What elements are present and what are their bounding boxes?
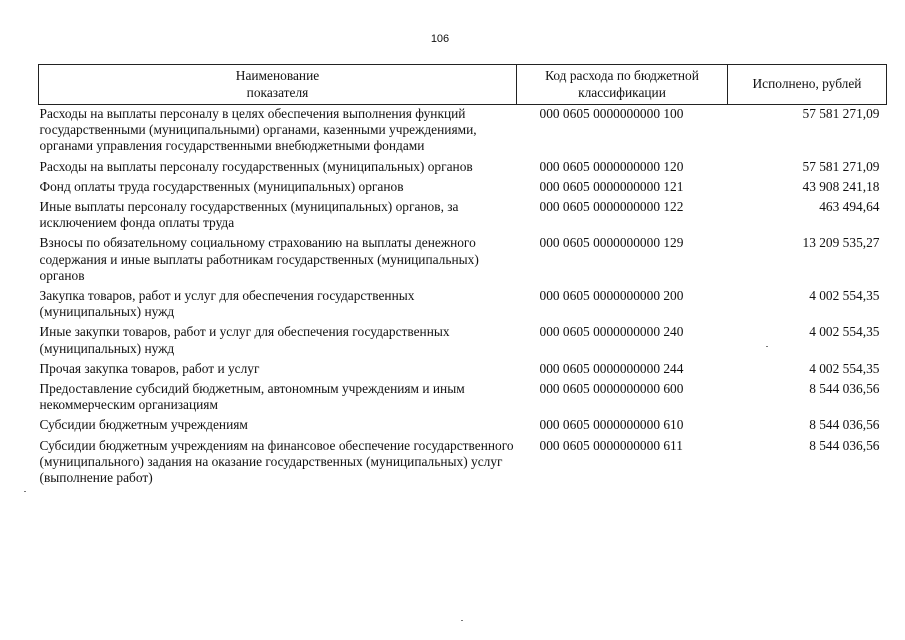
row-sum: 13 209 535,27	[802, 235, 880, 251]
row-name: Закупка товаров, работ и услуг для обеспечения государственных (муниципальных) нужд	[39, 288, 415, 320]
row-code: 000 0605 0000000000 120	[539, 158, 684, 174]
table-row	[39, 105, 887, 159]
row-name: Расходы на выплаты персоналу в целях обеспечения выполнения функций государственными (муниципальными) органами, казенными учреждениями, органами управления государственными внебюджетными фондами	[39, 106, 477, 154]
table-row	[39, 199, 887, 235]
row-code: 000 0605 0000000000 600	[539, 381, 684, 397]
scan-speck	[766, 346, 768, 347]
column-header-name	[39, 65, 517, 105]
row-sum: 57 581 271,09	[802, 158, 880, 174]
row-code: 000 0605 0000000000 611	[539, 437, 683, 453]
row-code: 000 0605 0000000000 200	[539, 288, 684, 304]
scan-speck	[24, 491, 26, 492]
column-header-name-text: Наименование показателя	[235, 68, 320, 100]
row-sum: 43 908 241,18	[802, 178, 880, 194]
table-row	[39, 324, 887, 360]
row-sum: 57 581 271,09	[802, 106, 880, 121]
row-sum: 8 544 036,56	[809, 417, 880, 433]
row-name: Расходы на выплаты персоналу государственных (муниципальных) органов	[39, 158, 473, 174]
row-name: Иные выплаты персоналу государственных (муниципальных) органов, за исключением фонда оплаты труда	[39, 199, 459, 231]
table-row	[39, 235, 887, 288]
row-sum: 4 002 554,35	[809, 288, 880, 304]
row-sum: 4 002 554,35	[809, 360, 880, 376]
row-name: Субсидии бюджетным учреждениям	[39, 417, 248, 433]
row-sum: 4 002 554,35	[809, 324, 880, 340]
row-code: 000 0605 0000000000 240	[539, 324, 684, 340]
column-header-code-text: Код расхода по бюджетной классификации	[545, 68, 699, 100]
table-row	[39, 417, 887, 437]
column-header-sum-text: Исполнено, рублей	[752, 76, 862, 92]
row-code: 000 0605 0000000000 610	[539, 417, 684, 433]
row-code: 000 0605 0000000000 122	[539, 199, 684, 215]
table-header-row	[39, 65, 887, 105]
table-row	[39, 179, 887, 199]
table-row	[39, 361, 887, 381]
budget-execution-table	[38, 64, 887, 490]
scan-speck	[461, 620, 463, 621]
column-header-code	[517, 65, 728, 105]
row-sum: 463 494,64	[819, 199, 880, 215]
row-code: 000 0605 0000000000 100	[539, 106, 684, 121]
row-name: Фонд оплаты труда государственных (муниципальных) органов	[39, 178, 404, 194]
row-name: Взносы по обязательному социальному страхованию на выплаты денежного содержания и иные выплаты работникам государственных (муниципальных) органов	[39, 235, 479, 283]
table-row	[39, 381, 887, 417]
row-name: Субсидии бюджетным учреждениям на финансовое обеспечение государственного (муниципального) задания на оказание государственных (муниципальных) услуг (выполнение работ)	[39, 437, 514, 486]
row-sum: 8 544 036,56	[809, 437, 880, 453]
table-row	[39, 159, 887, 179]
table-row	[39, 288, 887, 324]
page-number: 106	[430, 33, 450, 45]
row-name: Иные закупки товаров, работ и услуг для обеспечения государственных (муниципальных) нужд	[39, 324, 450, 356]
row-name: Предоставление субсидий бюджетным, автономным учреждениям и иным некоммерческим организациям	[39, 381, 465, 413]
row-code: 000 0605 0000000000 121	[539, 178, 684, 194]
row-name: Прочая закупка товаров, работ и услуг	[39, 360, 260, 376]
row-code: 000 0605 0000000000 129	[539, 235, 684, 251]
table-row	[39, 438, 887, 491]
column-header-sum	[728, 65, 887, 105]
row-sum: 8 544 036,56	[809, 381, 880, 397]
row-code: 000 0605 0000000000 244	[539, 360, 684, 376]
